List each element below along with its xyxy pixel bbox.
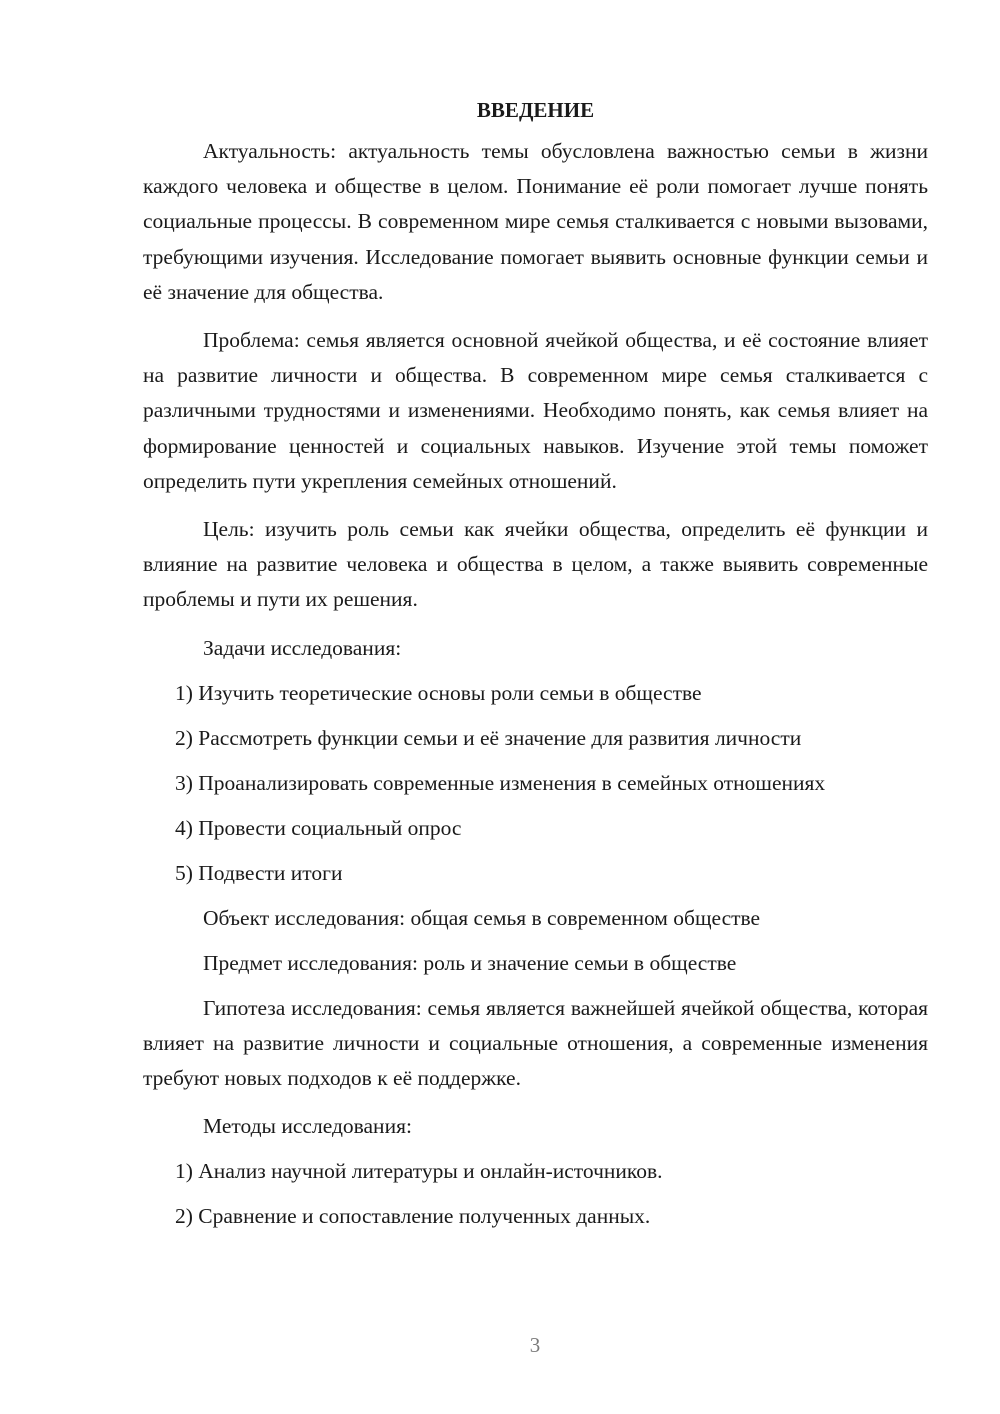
page-number: 3 [529, 1333, 541, 1357]
method-item: 1) Анализ научной литературы и онлайн-источников. [175, 1159, 663, 1184]
tasks-heading: Задачи исследования: [203, 635, 402, 660]
method-item: 2) Сравнение и сопоставление полученных данных. [175, 1204, 651, 1229]
section-title: ВВЕДЕНИЕ [476, 98, 595, 122]
document-page [143, 96, 928, 1244]
hypothesis-paragraph: Гипотеза исследования: семья является важнейшей ячейкой общества, которая влияет на развитие личности и социальные отношения, а современные изменения требуют новых подходов к её поддержке. [143, 995, 928, 1091]
task-item: 3) Проанализировать современные изменения в семейных отношениях [175, 770, 826, 795]
problem-paragraph: Проблема: семья является основной ячейкой общества, и её состояние влияет на развитие личности и общества. В современном мире семья сталкивается с различными трудностями и изменениями. Необходимо понять, как семья влияет на формирование ценностей и социальных навыков. Изучение этой темы поможет определить пути укрепления семейных отношений. [143, 328, 928, 493]
task-item: 1) Изучить теоретические основы роли семьи в обществе [175, 680, 702, 705]
relevance-paragraph: Актуальность: актуальность темы обусловлена важностью семьи в жизни каждого человека и обществе в целом. Понимание её роли помогает лучше понять социальные процессы. В современном мире семья сталкивается с новыми вызовами, требующими изучения. Исследование помогает выявить основные функции семьи и её значение для общества. [143, 139, 928, 304]
task-item: 5) Подвести итоги [175, 860, 343, 885]
task-item: 2) Рассмотреть функции семьи и её значение для развития личности [175, 725, 802, 750]
goal-paragraph: Цель: изучить роль семьи как ячейки общества, определить её функции и влияние на развитие человека и общества в целом, а также выявить современные проблемы и пути их решения. [143, 517, 928, 612]
task-item: 4) Провести социальный опрос [175, 815, 462, 840]
methods-heading: Методы исследования: [203, 1114, 412, 1139]
research-subject: Предмет исследования: роль и значение семьи в обществе [203, 950, 737, 975]
research-object: Объект исследования: общая семья в современном обществе [203, 905, 761, 930]
